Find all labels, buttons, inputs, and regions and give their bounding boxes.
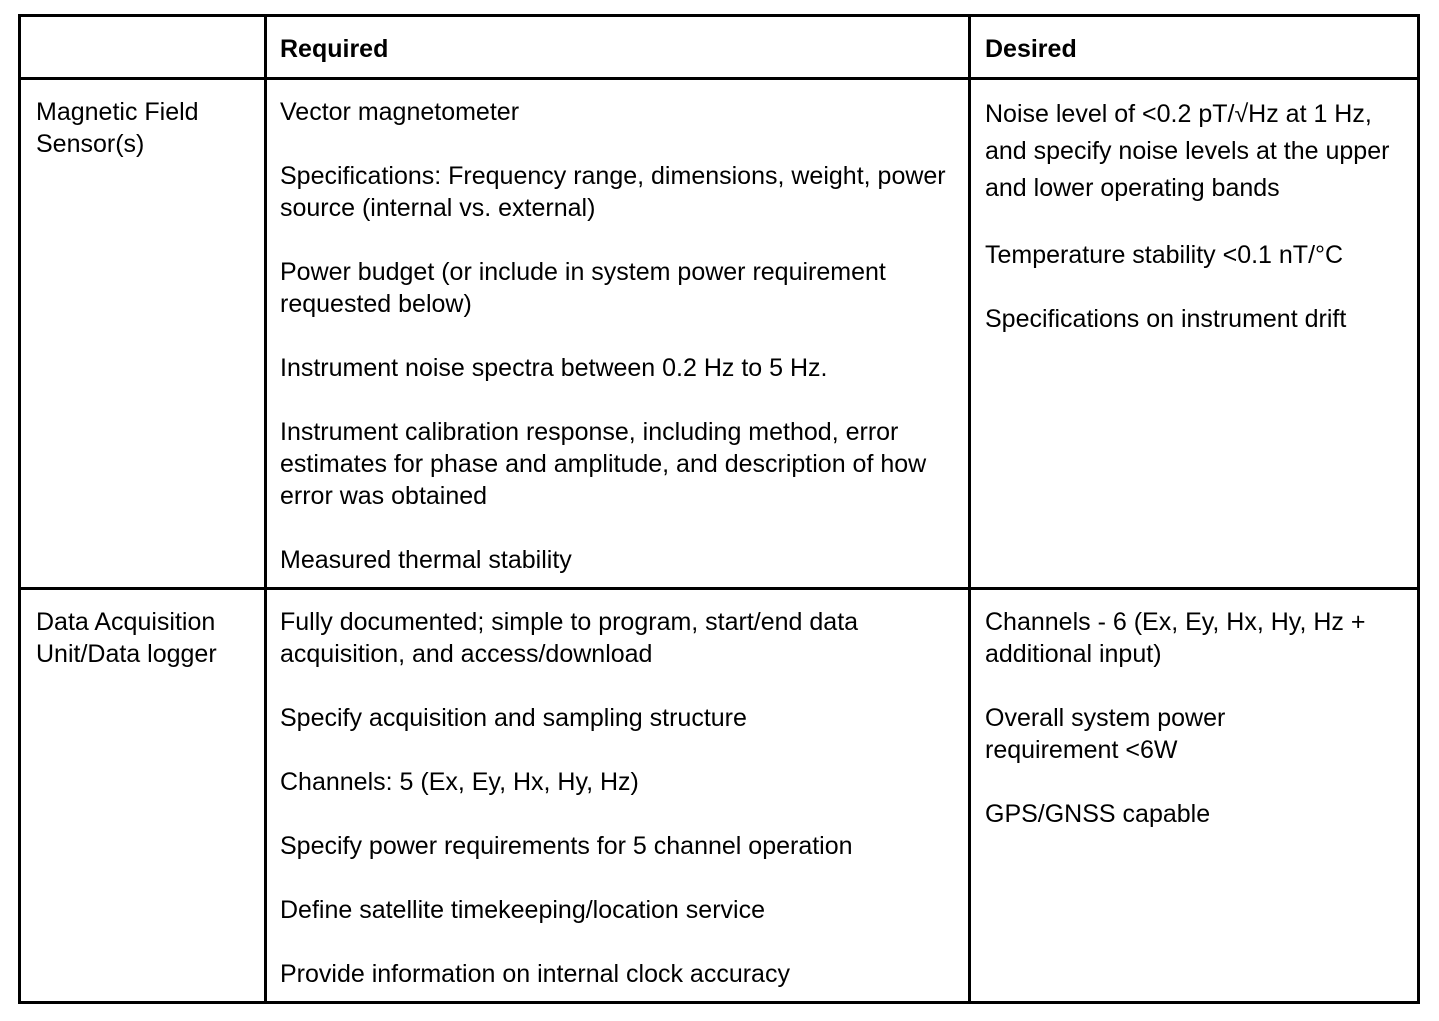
desired-item: GPS/GNSS capable xyxy=(985,800,1211,828)
desired-item: Temperature stability <0.1 nT/°C xyxy=(985,241,1344,269)
required-item: Specify power requirements for 5 channel operation xyxy=(280,832,853,860)
desired-item: Overall system power requirement <6W xyxy=(985,704,1226,764)
required-item: Specify acquisition and sampling structure xyxy=(280,704,747,732)
required-item: Provide information on internal clock accuracy xyxy=(280,960,790,988)
header-cell-required: Required xyxy=(267,17,971,80)
desired-item: Specifications on instrument drift xyxy=(985,305,1347,333)
desired-cell-magnetic-field-sensors xyxy=(971,80,1417,590)
required-item: Fully documented; simple to program, start/end data acquisition, and access/download xyxy=(280,608,859,668)
required-cell-magnetic-field-sensors xyxy=(267,80,971,590)
required-item: Instrument noise spectra between 0.2 Hz to 5 Hz. xyxy=(280,354,828,382)
required-cell-data-acquisition-unit xyxy=(267,590,971,1001)
header-cell-empty xyxy=(21,17,267,80)
row-label-text: Magnetic Field Sensor(s) xyxy=(36,98,199,158)
required-item: Instrument calibration response, including method, error estimates for phase and amplitude, and description of how error was obtained xyxy=(280,418,927,510)
required-item: Specifications: Frequency range, dimensions, weight, power source (internal vs. external) xyxy=(280,162,946,222)
row-label-magnetic-field-sensors xyxy=(21,80,267,590)
row-label-text: Data Acquisition Unit/Data logger xyxy=(36,608,217,668)
row-label-data-acquisition-unit xyxy=(21,590,267,1001)
required-item: Measured thermal stability xyxy=(280,546,572,574)
header-cell-desired: Desired xyxy=(971,17,1417,80)
requirements-table xyxy=(18,14,1420,1004)
desired-item: Channels - 6 (Ex, Ey, Hx, Hy, Hz + additional input) xyxy=(985,608,1366,668)
required-item: Define satellite timekeeping/location service xyxy=(280,896,765,924)
required-item: Vector magnetometer xyxy=(280,98,520,126)
required-item: Channels: 5 (Ex, Ey, Hx, Hy, Hz) xyxy=(280,768,639,796)
desired-item: Noise level of <0.2 pT/√Hz at 1 Hz, and specify noise levels at the upper and lower operating bands xyxy=(985,100,1390,202)
required-item: Power budget (or include in system power requirement requested below) xyxy=(280,258,886,318)
desired-cell-data-acquisition-unit xyxy=(971,590,1417,1001)
